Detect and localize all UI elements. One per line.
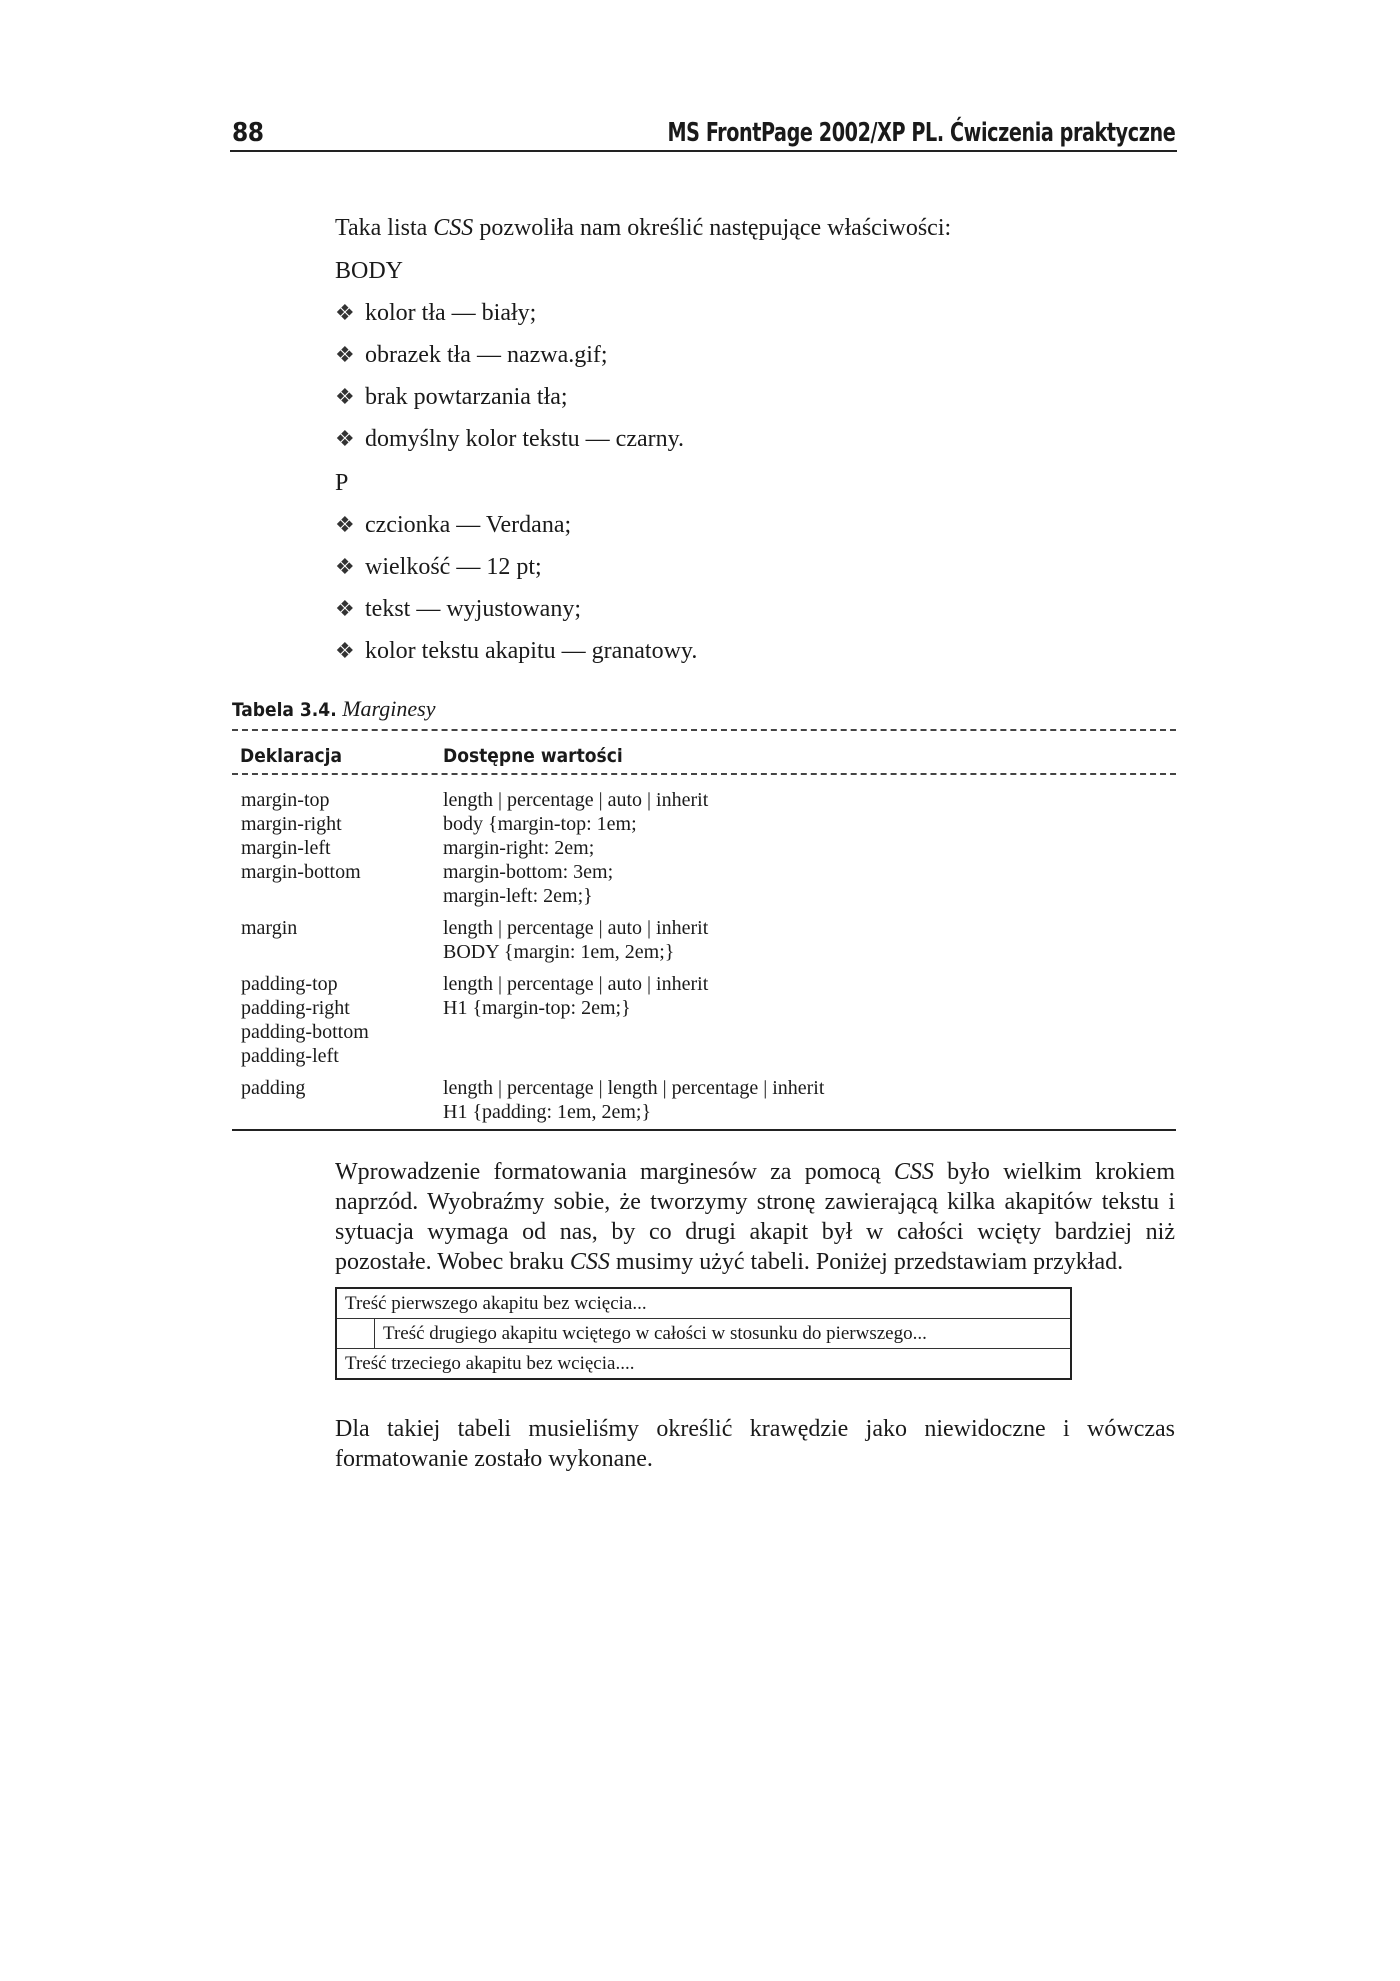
list-item: ❖ kolor tła — biały; — [335, 300, 537, 326]
table-header-declaration: Deklaracja — [240, 745, 343, 767]
table-bottom-rule — [232, 1129, 1176, 1131]
css-term: CSS — [433, 215, 474, 241]
diamond-bullet-icon: ❖ — [335, 638, 355, 663]
diamond-bullet-icon: ❖ — [335, 384, 355, 409]
list-item: ❖ obrazek tła — nazwa.gif; — [335, 342, 608, 368]
list-item: ❖ domyślny kolor tekstu — czarny. — [335, 426, 685, 452]
diamond-bullet-icon: ❖ — [335, 300, 355, 325]
list-item: ❖ kolor tekstu akapitu — granatowy. — [335, 638, 698, 664]
list-item: ❖ tekst — wyjustowany; — [335, 596, 581, 622]
p-section-label: P — [335, 470, 349, 496]
css-term: CSS — [893, 1159, 934, 1185]
body-properties-list — [335, 300, 684, 468]
table-row — [336, 1349, 1071, 1380]
table-caption-number: Tabela 3.4. — [232, 699, 337, 721]
running-header-title: MS FrontPage 2002/XP PL. Ćwiczenia praktyczne — [667, 118, 1175, 148]
page-number: 88 — [232, 118, 264, 148]
table-top-rule — [232, 729, 1176, 731]
header-rule — [230, 150, 1177, 152]
diamond-bullet-icon: ❖ — [335, 426, 355, 451]
table-header-values: Dostępne wartości — [443, 745, 623, 767]
table-cell-values: length | percentage | auto | inherit H1 {margin-top: 2em;} — [443, 973, 709, 1019]
table-header-rule — [232, 773, 1176, 775]
diamond-bullet-icon: ❖ — [335, 512, 355, 537]
diamond-bullet-icon: ❖ — [335, 554, 355, 579]
example-row-1: Treść pierwszego akapitu bez wcięcia... — [336, 1288, 1071, 1319]
css-term: CSS — [569, 1249, 610, 1275]
table-row — [336, 1288, 1071, 1319]
table-caption — [232, 696, 435, 722]
table-cell-declaration: margin — [241, 917, 298, 939]
table-cell-declaration: margin-top margin-right margin-left margin-bottom — [241, 789, 361, 883]
diamond-bullet-icon: ❖ — [335, 596, 355, 621]
paragraph-margins: Wprowadzenie formatowania marginesów za pomocą CSS było wielkim krokiem naprzód. Wyobraźmy sobie, że tworzymy stronę zawierającą kilka akapitów tekstu i sytuacja wymaga od nas, by co drugi akapit był w całości wcięty bardziej niż pozostałe. Wobec braku CSS musimy użyć tabeli. Poniżej przedstawiam przykład. — [335, 1159, 1175, 1275]
list-item: ❖ wielkość — 12 pt; — [335, 554, 542, 580]
table-cell-values: length | percentage | auto | inherit BODY {margin: 1em, 2em;} — [443, 917, 709, 963]
list-item: ❖ brak powtarzania tła; — [335, 384, 568, 410]
example-indent-table — [335, 1287, 1072, 1380]
list-item: ❖ czcionka — Verdana; — [335, 512, 572, 538]
table-cell-declaration: padding-top padding-right padding-bottom padding-left — [241, 973, 369, 1067]
paragraph-conclusion: Dla takiej tabeli musieliśmy określić krawędzie jako niewidoczne i wówczas formatowanie zostało wykonane. — [335, 1416, 1175, 1472]
intro-sentence: Taka lista CSS pozwoliła nam określić następujące właściwości: — [335, 215, 952, 241]
table-cell-values: length | percentage | auto | inherit body {margin-top: 1em; margin-right: 2em; margin-bottom: 3em; margin-left: 2em;} — [443, 789, 709, 907]
table-row — [336, 1319, 1071, 1349]
example-row-2: Treść drugiego akapitu wciętego w całości w stosunku do pierwszego... — [375, 1319, 1072, 1349]
body-section-label: BODY — [335, 258, 404, 284]
table-cell-values: length | percentage | length | percentage | inherit H1 {padding: 1em, 2em;} — [443, 1077, 825, 1123]
diamond-bullet-icon: ❖ — [335, 342, 355, 367]
p-properties-list — [335, 512, 697, 680]
example-row-3: Treść trzeciego akapitu bez wcięcia.... — [336, 1349, 1071, 1380]
table-caption-title: Marginesy — [342, 696, 436, 721]
table-cell-declaration: padding — [241, 1077, 306, 1099]
indent-spacer-cell — [336, 1319, 375, 1349]
